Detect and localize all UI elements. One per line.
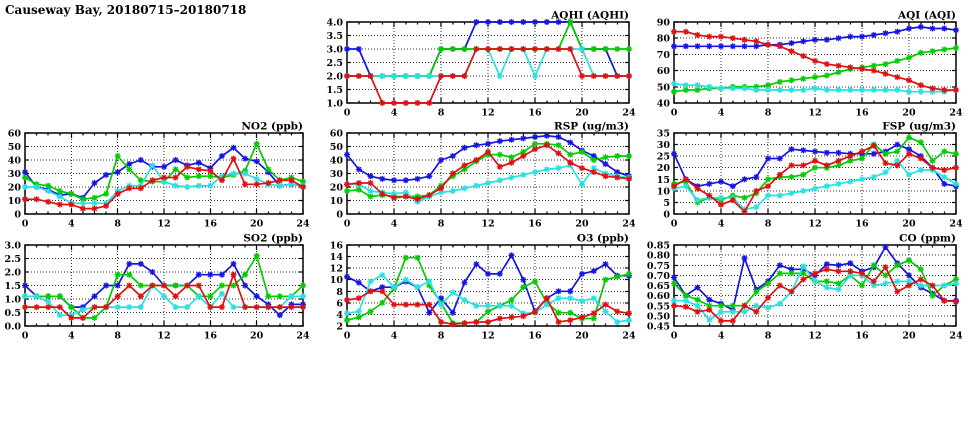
page-title: Causeway Bay, 20180715–20180718 [5, 3, 247, 17]
aqhi-xtick: 4 [390, 107, 398, 119]
so2-plot [0, 231, 317, 345]
aqi-ytick: 80 [656, 33, 670, 45]
fsp-xtick: 24 [949, 218, 963, 230]
aqi-title: AQI (AQI) [897, 9, 956, 22]
aqhi-xtick: 12 [481, 107, 495, 119]
no2-ytick: 20 [7, 182, 21, 194]
co-ytick: 0.65 [646, 281, 670, 292]
aqhi-xtick: 8 [437, 107, 445, 119]
o3-xtick: 0 [343, 330, 351, 342]
o3-plot [307, 231, 643, 345]
aqi-ytick: 50 [656, 82, 670, 94]
chart-aqi [634, 8, 970, 126]
so2-ytick: 1.0 [4, 294, 21, 306]
aqhi-ytick: 4.0 [326, 17, 343, 29]
co-xtick: 12 [808, 330, 822, 342]
co-plot [634, 231, 970, 345]
rsp-ytick: 10 [329, 196, 343, 207]
fsp-ytick: 35 [656, 128, 670, 140]
o3-xtick: 12 [481, 330, 495, 342]
fsp-ytick: 5 [663, 197, 670, 209]
co-xtick: 16 [855, 330, 869, 342]
co-ytick: 0.50 [646, 311, 670, 323]
co-ytick: 0.70 [646, 270, 670, 282]
o3-ytick: 14 [329, 252, 343, 264]
aqi-xtick: 0 [670, 107, 678, 119]
co-xtick: 0 [670, 330, 678, 342]
aqi-ytick: 90 [656, 17, 670, 29]
aqi-ytick: 60 [656, 66, 670, 78]
aqhi-ytick: 3.5 [326, 31, 343, 42]
so2-xtick: 8 [114, 330, 121, 342]
no2-xtick: 12 [157, 218, 171, 230]
aqi-xtick: 16 [855, 107, 869, 119]
o3-ytick: 6 [336, 298, 343, 310]
aqi-ytick: 40 [656, 98, 670, 110]
rsp-xtick: 16 [528, 218, 542, 230]
so2-xtick: 16 [203, 330, 217, 342]
no2-title: NO2 (ppb) [241, 120, 303, 133]
aqhi-plot [307, 8, 643, 122]
aqi-ytick: 70 [656, 49, 670, 61]
so2-ytick: 2.0 [4, 267, 21, 279]
co-ytick: 0.75 [646, 260, 670, 272]
no2-ytick: 60 [7, 128, 21, 140]
o3-xtick: 24 [622, 330, 636, 342]
aqhi-xtick: 16 [528, 107, 542, 119]
chart-aqhi [307, 8, 643, 126]
no2-xtick: 0 [21, 218, 29, 230]
aqhi-ytick: 1.5 [326, 85, 343, 96]
co-ytick: 0.55 [646, 301, 670, 313]
no2-ytick: 50 [7, 142, 21, 153]
aqi-xtick: 4 [717, 107, 725, 119]
co-xtick: 8 [764, 330, 772, 342]
rsp-ytick: 30 [329, 169, 343, 180]
fsp-plot [634, 119, 970, 233]
chart-fsp [634, 119, 970, 237]
no2-ytick: 10 [7, 196, 21, 207]
fsp-ytick: 0 [663, 209, 670, 221]
fsp-xtick: 4 [717, 218, 725, 230]
rsp-xtick: 0 [343, 218, 351, 230]
fsp-xtick: 8 [764, 218, 772, 230]
so2-xtick: 12 [157, 330, 171, 342]
no2-ytick: 0 [14, 209, 21, 221]
fsp-title: FSP (ug/m3) [882, 120, 956, 133]
fsp-xtick: 0 [670, 218, 678, 230]
rsp-ytick: 0 [336, 209, 343, 221]
o3-ytick: 12 [329, 263, 343, 275]
o3-ytick: 2 [336, 321, 343, 333]
rsp-ytick: 20 [329, 182, 343, 194]
fsp-xtick: 12 [808, 218, 822, 230]
fsp-xtick: 20 [902, 218, 916, 230]
chart-no2 [0, 119, 317, 237]
chart-rsp [307, 119, 643, 237]
no2-xtick: 4 [68, 218, 75, 230]
so2-xtick: 4 [68, 330, 75, 342]
fsp-ytick: 20 [656, 163, 670, 175]
o3-ytick: 8 [336, 286, 343, 298]
so2-ytick: 0.0 [4, 321, 21, 333]
so2-xtick: 24 [296, 330, 310, 342]
no2-xtick: 8 [114, 218, 121, 230]
o3-ytick: 16 [329, 240, 343, 252]
no2-plot [0, 119, 317, 233]
chart-o3 [307, 231, 643, 349]
chart-co [634, 231, 970, 349]
no2-ytick: 40 [7, 155, 21, 167]
aqi-xtick: 20 [902, 107, 916, 119]
o3-ytick: 10 [329, 275, 343, 287]
rsp-xtick: 4 [390, 218, 398, 230]
rsp-xtick: 8 [437, 218, 445, 230]
aqhi-xtick: 24 [622, 107, 636, 119]
rsp-ytick: 60 [329, 128, 343, 140]
rsp-plot [307, 119, 643, 233]
co-xtick: 4 [717, 330, 725, 342]
so2-title: SO2 (ppb) [243, 232, 303, 245]
rsp-ytick: 50 [329, 142, 343, 153]
o3-title: O3 (ppb) [576, 232, 629, 245]
aqhi-ytick: 1.0 [326, 98, 343, 110]
aqhi-ytick: 3.0 [326, 44, 343, 56]
rsp-xtick: 20 [575, 218, 589, 230]
rsp-xtick: 12 [481, 218, 495, 230]
so2-ytick: 0.5 [4, 308, 21, 319]
chart-so2 [0, 231, 317, 349]
fsp-ytick: 15 [656, 174, 670, 186]
aqhi-xtick: 20 [575, 107, 589, 119]
no2-xtick: 20 [250, 218, 264, 230]
fsp-ytick: 25 [656, 151, 670, 163]
so2-xtick: 20 [250, 330, 264, 342]
co-title: CO (ppm) [899, 232, 956, 245]
co-ytick: 0.85 [646, 240, 670, 252]
aqi-xtick: 24 [949, 107, 963, 119]
no2-xtick: 16 [203, 218, 217, 230]
o3-xtick: 20 [575, 330, 589, 342]
so2-ytick: 3.0 [4, 240, 21, 252]
o3-xtick: 4 [390, 330, 398, 342]
so2-ytick: 2.5 [4, 254, 21, 265]
no2-xtick: 24 [296, 218, 310, 230]
o3-ytick: 4 [336, 309, 343, 321]
no2-ytick: 30 [7, 169, 21, 180]
rsp-title: RSP (ug/m3) [553, 120, 629, 133]
aqhi-ytick: 2.5 [326, 58, 343, 69]
aqi-xtick: 8 [764, 107, 772, 119]
aqi-xtick: 12 [808, 107, 822, 119]
rsp-ytick: 40 [329, 155, 343, 167]
aqi-plot [634, 8, 970, 122]
o3-xtick: 16 [528, 330, 542, 342]
aqhi-xtick: 0 [343, 107, 351, 119]
co-xtick: 24 [949, 330, 963, 342]
fsp-xtick: 16 [855, 218, 869, 230]
o3-xtick: 8 [437, 330, 445, 342]
co-xtick: 20 [902, 330, 916, 342]
so2-ytick: 1.5 [4, 281, 21, 292]
co-ytick: 0.60 [646, 291, 670, 303]
co-ytick: 0.80 [646, 250, 670, 262]
fsp-ytick: 30 [656, 140, 670, 152]
co-ytick: 0.45 [646, 321, 670, 333]
fsp-ytick: 10 [656, 186, 670, 198]
so2-xtick: 0 [21, 330, 29, 342]
rsp-xtick: 24 [622, 218, 636, 230]
aqhi-title: AQHI (AQHI) [551, 9, 629, 22]
aqhi-ytick: 2.0 [326, 71, 343, 83]
